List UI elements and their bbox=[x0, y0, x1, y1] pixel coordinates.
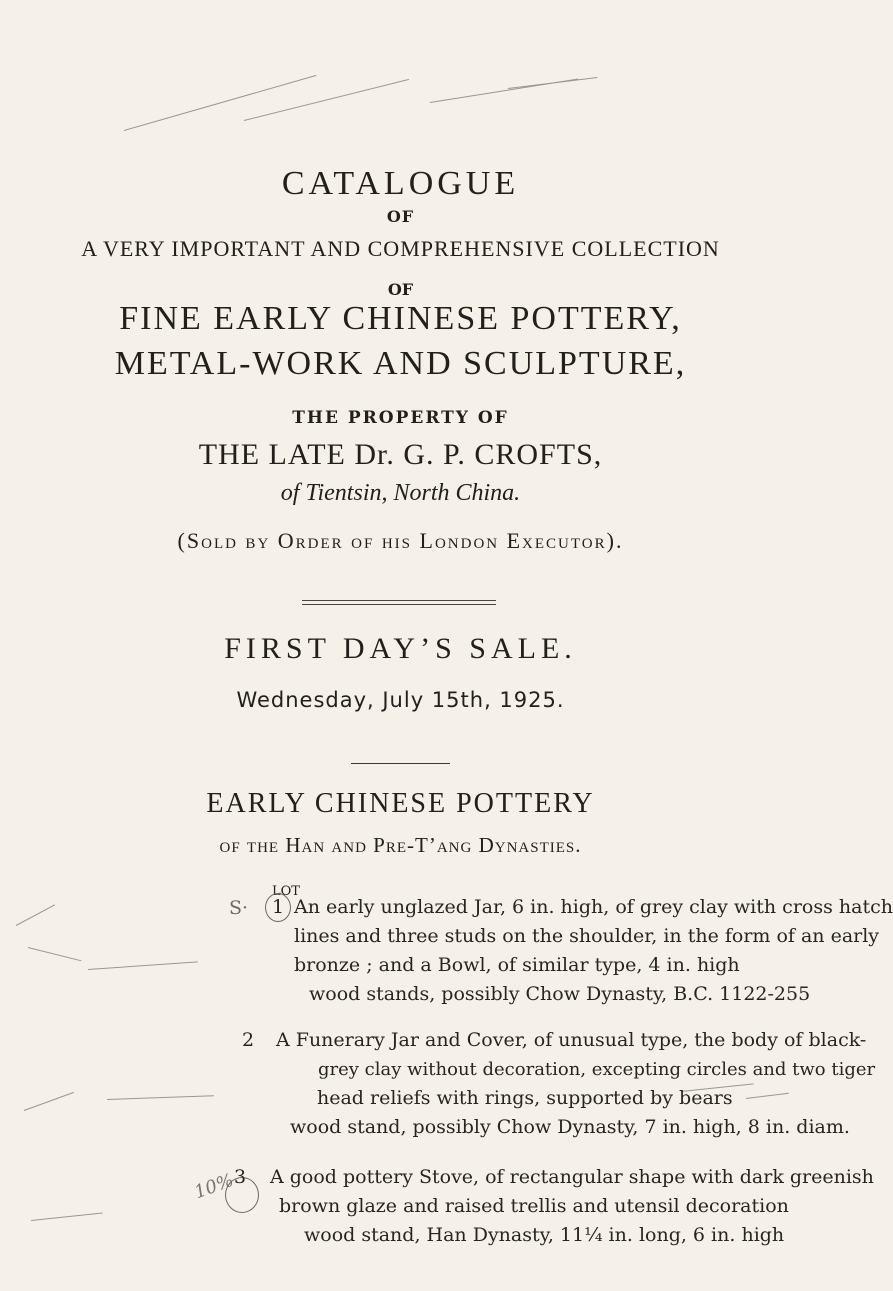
double-rule-top bbox=[302, 600, 496, 601]
collection-category-line-1: FINE EARLY CHINESE POTTERY, bbox=[119, 300, 682, 337]
double-rule-bottom bbox=[302, 604, 496, 605]
lot-2-line-4: wood stand, possibly Chow Dynasty, 7 in. high, 8 in. diam. bbox=[290, 1116, 850, 1138]
lot-1-line-2: lines and three studs on the shoulder, in the form of an early bbox=[294, 925, 880, 947]
lot-1-line-4: wood stands, possibly Chow Dynasty, B.C. 1122-255 bbox=[309, 983, 811, 1005]
lot-3-line-3: wood stand, Han Dynasty, 11¼ in. long, 6 in. high bbox=[304, 1224, 785, 1246]
catalogue-of-1: OF bbox=[386, 207, 415, 226]
lot-1-line-1: An early unglazed Jar, 6 in. high, of grey clay with cross hatch bbox=[294, 896, 893, 918]
sale-title: FIRST DAY’S SALE. bbox=[224, 632, 577, 665]
lot-2-line-2: grey clay without decoration, excepting circles and two tiger bbox=[318, 1059, 876, 1080]
section-title: EARLY CHINESE POTTERY bbox=[206, 788, 595, 819]
sale-date: Wednesday, July 15th, 1925. bbox=[236, 688, 565, 712]
executor-note: (Sold by Order of his London Executor). bbox=[177, 528, 624, 553]
collection-category-line-2: METAL-WORK AND SCULPTURE, bbox=[114, 345, 687, 382]
lot-3-line-2: brown glaze and raised trellis and utensil decoration bbox=[279, 1195, 789, 1217]
collection-heading: A VERY IMPORTANT AND COMPREHENSIVE COLLECTION bbox=[81, 236, 720, 261]
catalogue-title: CATALOGUE bbox=[281, 165, 520, 202]
lot-number-1: 1 bbox=[272, 896, 285, 918]
price-mark-1: S· bbox=[229, 897, 249, 919]
lot-1-line-3: bronze ; and a Bowl, of similar type, 4 in. high bbox=[294, 954, 740, 976]
property-label: THE PROPERTY OF bbox=[292, 408, 509, 428]
lot-column-label: LOT bbox=[272, 884, 300, 899]
section-subtitle: of the Han and Pre-T’ang Dynasties. bbox=[219, 833, 582, 857]
lot-number-3: 3 bbox=[234, 1166, 247, 1188]
lot-2-line-3: head reliefs with rings, supported by bears bbox=[317, 1087, 733, 1109]
lot-2-line-1: A Funerary Jar and Cover, of unusual type, the body of black- bbox=[276, 1029, 867, 1051]
price-mark-2: 10% bbox=[191, 1169, 237, 1204]
owner-name: THE LATE Dr. G. P. CROFTS, bbox=[198, 438, 603, 471]
lot-3-line-1: A good pottery Stove, of rectangular shape with dark greenish bbox=[270, 1166, 874, 1188]
lot-number-2: 2 bbox=[242, 1029, 255, 1051]
section-divider bbox=[351, 763, 450, 764]
owner-location: of Tientsin, North China. bbox=[280, 480, 521, 506]
catalogue-of-2: OF bbox=[387, 280, 414, 299]
